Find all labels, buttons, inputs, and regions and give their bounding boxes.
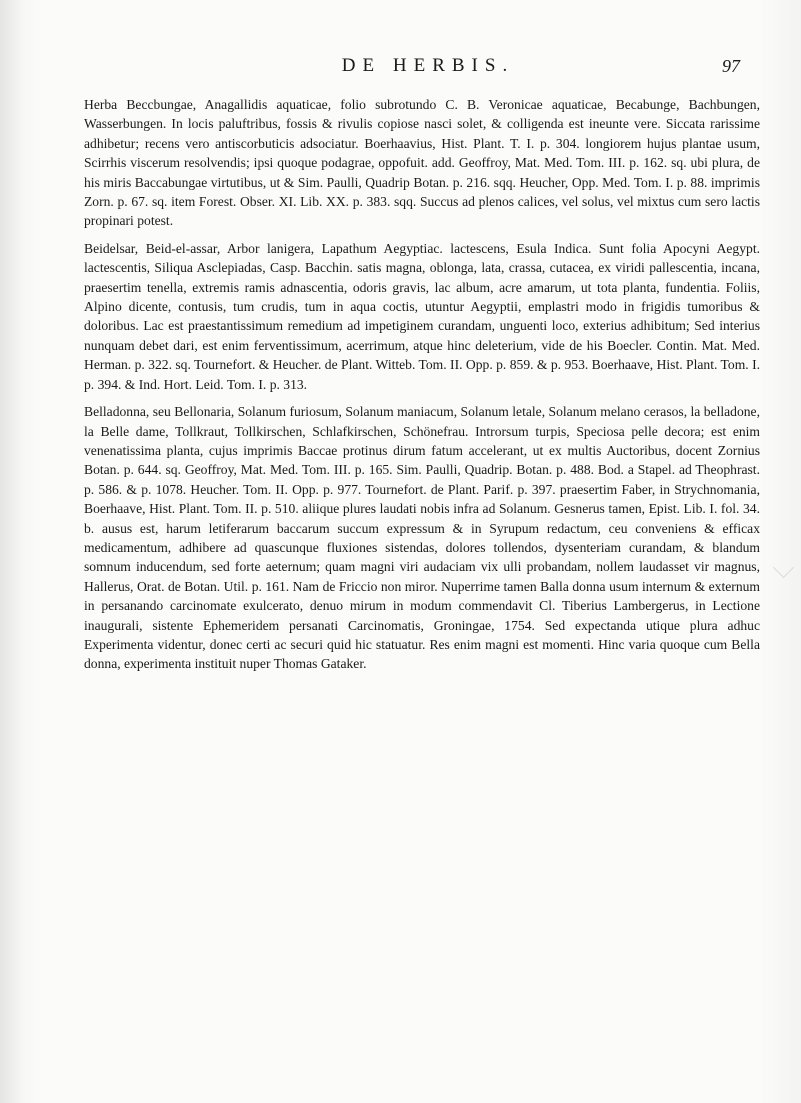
page-fold-mark — [773, 557, 794, 578]
page-gutter-shadow — [0, 0, 24, 1103]
entry-herba-beccbungae: Herba Beccbungae, Anagallidis aquaticae, folio subrotundo C. B. Veronicae aquaticae, Becabunge, Bachbungen, Wasserbungen. In locis paluftribus, fossis & rivulis copiose nasci solet, & colligenda est ineunte vere. Siccata rarissime adhibetur; recens vero antiscorbuticis adsociatur. Boerhaavius, Hist. Plant. T. I. p. 304. longiorem hujus plantae usum, Scirrhis viscerum resolvendis; ipsi quoque podagrae, oppofuit. add. Geoffroy, Mat. Med. Tom. III. p. 162. sq. ubi plura, de his miris Baccabungae virtutibus, ut & Sim. Paulli, Quadrip Botan. p. 216. sqq. Heucher, Opp. Med. Tom. I. p. 88. imprimis Zorn. p. 67. sq. item Forest. Obser. XI. Lib. XX. p. 383. sqq. Succus ad plenos calices, vel solus, vel mixtus cum sero lactis propinari potest. — [84, 97, 760, 229]
running-head — [0, 55, 801, 79]
running-head-title: DE HERBIS. — [341, 55, 515, 76]
entry-belladonna: Belladonna, seu Bellonaria, Solanum furiosum, Solanum maniacum, Solanum letale, Solanum melano cerasos, la belladone, la Belle dame, Tollkraut, Tollkirschen, Schlafkirschen, Schönefrau. Introrsum turpis, Speciosa pelle decora; est enim venenatissima planta, cujus imprimis Baccae protinus dirum fatum accelerant, ut ex multis Auctoribus, docent Zornius Botan. p. 644. sq. Geoffroy, Mat. Med. Tom. III. p. 165. Sim. Paulli, Quadrip. Botan. p. 488. Bod. a Stapel. ad Theophrast. p. 586. & p. 1078. Heucher. Tom. II. Opp. p. 977. Tournefort. de Plant. Parif. p. 397. praesertim Faber, in Strychnomania, Boerhaave, Hist. Plant. Tom. II. p. 510. aliique plures laudati nobis infra ad Solanum. Gesnerus tamen, Epist. Lib. I. fol. 34. b. ausus est, harum letiferarum baccarum succum expressum & in Syrupum redactum, ceu conveniens & efficax medicamentum, adhibere ad quascunque fluxiones sistendas, dolores tollendos, dysenteriam curandam, & blandum somnum inducendum, sed forte aeternum; quam magni viri audaciam vix ulli probandam, nollem laudasset vir magnus, Hallerus, Orat. de Botan. Util. p. 161. Nam de Friccio non miror. Nuperrime tamen Balla donna usum internum & externum in persanando carcinomate exulcerato, denuo mirum in modum commendavit Cl. Tiberius Lambergerus, in Lectione inaugurali, sistente Ephemeridem persanati Carcinomatis, Groningae, 1754. Sed expectanda utique plura adhuc Experimenta videntur, donec certi ac securi quid hic statuatur. Res enim magni est momenti. Hinc varia quoque cum Bella donna, experimenta instituit nuper Thomas Gataker. — [84, 404, 760, 672]
page-number: 97 — [722, 56, 740, 76]
entry-beidelsar: Beidelsar, Beid-el-assar, Arbor lanigera, Lapathum Aegyptiac. lactescens, Esula Indica. Sunt folia Apocyni Aegypt. lactescentis, Siliqua Asclepiadas, Casp. Bacchin. satis magna, oblonga, lata, crassa, cutacea, ex viridi pallescentia, incana, praesertim tenella, extremis ramis adnascentia, odoris gravis, lac album, acre amarum, ut tota planta, fundentia. Foliis, Alpino dicente, contusis, tum crudis, tum in aqua coctis, utuntur Aegyptii, emplastri modo in frigidis tumoribus & doloribus. Lac est praestantissimum remedium ad impetiginem curandam, unguenti loco, exterius adhibitum; Sed interius nunquam debet dari, est enim ferventissimum, acerrimum, atque hinc deleterium, vide de his Boecler. Contin. Mat. Med. Herman. p. 322. sq. Tournefort. & Heucher. de Plant. Witteb. Tom. II. Opp. p. 859. & p. 953. Boerhaave, Hist. Plant. Tom. I. p. 394. & Ind. Hort. Leid. Tom. I. p. 313. — [84, 240, 760, 392]
page-body — [84, 95, 760, 682]
